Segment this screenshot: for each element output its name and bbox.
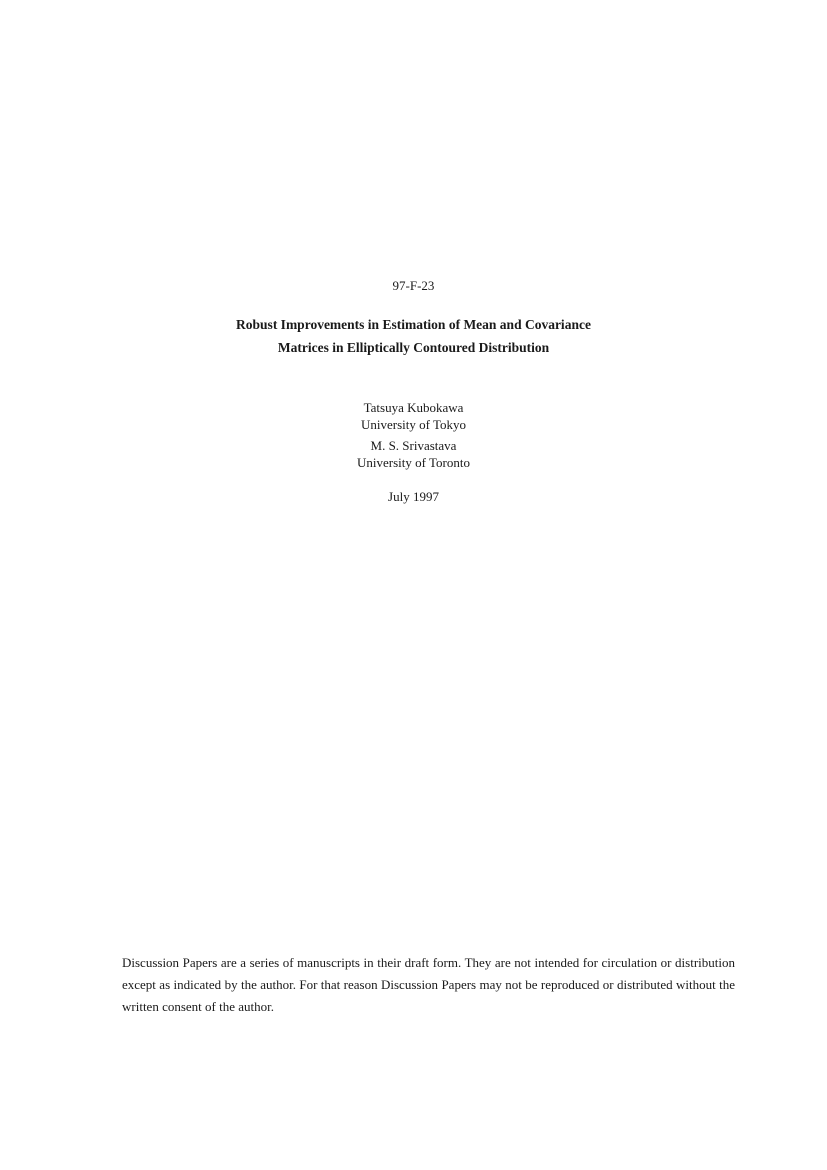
paper-title-line-1: Robust Improvements in Estimation of Mean and Covariance <box>236 317 591 332</box>
report-number: 97-F-23 <box>392 278 435 293</box>
author-name-1: Tatsuya Kubokawa <box>363 400 464 415</box>
author-affiliation-2: University of Toronto <box>357 455 470 470</box>
author-affiliation-1: University of Tokyo <box>360 417 466 432</box>
disclaimer-paragraph: Discussion Papers are a series of manuscripts in their draft form. They are not intended for circulation or distribution except as indicated by the author. For that reason Discussion Papers may not be reproduced or distributed without the written consent of the author. <box>122 955 735 1014</box>
paper-title-line-2: Matrices in Elliptically Contoured Distribution <box>277 340 550 355</box>
publication-date: July 1997 <box>388 489 439 504</box>
author-name-2: M. S. Srivastava <box>370 438 457 453</box>
